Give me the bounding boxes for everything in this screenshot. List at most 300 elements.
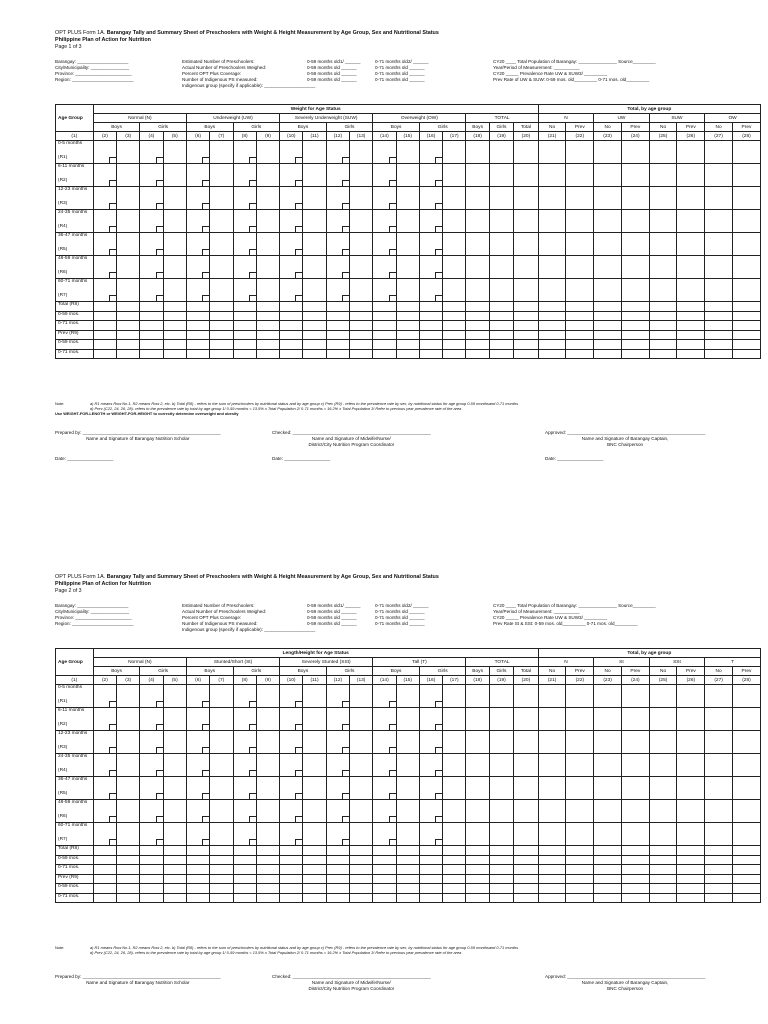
tally-cell[interactable] (186, 685, 209, 708)
tally-cell[interactable] (117, 233, 140, 256)
summary-cell[interactable] (303, 321, 326, 331)
tally-cell[interactable] (466, 685, 489, 708)
tally-cell[interactable] (677, 685, 705, 708)
summary-cell[interactable] (350, 865, 373, 875)
tally-cell[interactable] (443, 708, 466, 731)
tally-cell[interactable] (466, 731, 489, 754)
tally-cell[interactable] (489, 256, 513, 279)
tally-cell[interactable] (538, 279, 566, 302)
summary-cell[interactable] (163, 321, 186, 331)
summary-cell[interactable] (466, 865, 489, 875)
summary-cell[interactable] (466, 855, 489, 865)
summary-cell[interactable] (621, 340, 649, 350)
tally-cell[interactable] (163, 823, 186, 846)
summary-cell[interactable] (538, 855, 566, 865)
summary-cell[interactable] (163, 330, 186, 340)
tally-cell[interactable] (350, 210, 373, 233)
summary-cell[interactable] (621, 884, 649, 894)
summary-cell[interactable] (489, 340, 513, 350)
tally-cell[interactable] (514, 210, 539, 233)
tally-cell[interactable] (326, 708, 349, 731)
summary-cell[interactable] (373, 311, 396, 321)
summary-cell[interactable] (489, 846, 513, 856)
tally-cell[interactable] (466, 256, 489, 279)
summary-cell[interactable] (373, 846, 396, 856)
summary-cell[interactable] (514, 302, 539, 312)
summary-cell[interactable] (140, 349, 163, 359)
tally-cell[interactable] (732, 754, 760, 777)
summary-cell[interactable] (233, 349, 256, 359)
tally-cell[interactable] (280, 187, 303, 210)
tally-cell[interactable] (594, 256, 622, 279)
summary-cell[interactable] (326, 321, 349, 331)
tally-cell[interactable] (256, 777, 279, 800)
summary-cell[interactable] (303, 893, 326, 903)
tally-cell[interactable] (538, 823, 566, 846)
summary-cell[interactable] (419, 893, 442, 903)
summary-cell[interactable] (326, 884, 349, 894)
tally-cell[interactable] (732, 233, 760, 256)
tally-cell[interactable] (186, 210, 209, 233)
summary-cell[interactable] (677, 340, 705, 350)
tally-cell[interactable] (538, 777, 566, 800)
tally-cell[interactable] (210, 187, 233, 210)
summary-cell[interactable] (489, 321, 513, 331)
summary-cell[interactable] (210, 302, 233, 312)
summary-cell[interactable] (350, 874, 373, 884)
tally-cell[interactable] (705, 279, 733, 302)
summary-cell[interactable] (256, 855, 279, 865)
summary-cell[interactable] (373, 865, 396, 875)
tally-cell[interactable] (326, 754, 349, 777)
tally-cell[interactable] (566, 233, 594, 256)
summary-cell[interactable] (210, 846, 233, 856)
tally-cell[interactable] (466, 823, 489, 846)
summary-cell[interactable] (489, 330, 513, 340)
tally-cell[interactable] (350, 823, 373, 846)
summary-cell[interactable] (233, 893, 256, 903)
tally-cell[interactable] (705, 708, 733, 731)
summary-cell[interactable] (594, 846, 622, 856)
tally-cell[interactable] (163, 279, 186, 302)
summary-cell[interactable] (705, 846, 733, 856)
tally-cell[interactable] (210, 731, 233, 754)
summary-cell[interactable] (594, 349, 622, 359)
summary-cell[interactable] (705, 321, 733, 331)
summary-cell[interactable] (594, 330, 622, 340)
tally-cell[interactable] (594, 279, 622, 302)
tally-cell[interactable] (93, 233, 116, 256)
tally-cell[interactable] (621, 731, 649, 754)
tally-cell[interactable] (350, 685, 373, 708)
summary-cell[interactable] (93, 874, 116, 884)
summary-cell[interactable] (594, 893, 622, 903)
summary-cell[interactable] (705, 855, 733, 865)
tally-cell[interactable] (256, 256, 279, 279)
tally-cell[interactable] (594, 210, 622, 233)
tally-cell[interactable] (350, 187, 373, 210)
tally-cell[interactable] (419, 800, 442, 823)
summary-cell[interactable] (566, 893, 594, 903)
summary-cell[interactable] (443, 874, 466, 884)
summary-cell[interactable] (233, 846, 256, 856)
tally-cell[interactable] (621, 256, 649, 279)
summary-cell[interactable] (326, 330, 349, 340)
tally-cell[interactable] (594, 823, 622, 846)
summary-cell[interactable] (419, 321, 442, 331)
summary-cell[interactable] (256, 311, 279, 321)
tally-cell[interactable] (705, 187, 733, 210)
summary-cell[interactable] (280, 884, 303, 894)
summary-cell[interactable] (93, 302, 116, 312)
summary-cell[interactable] (210, 855, 233, 865)
tally-cell[interactable] (489, 141, 513, 164)
summary-cell[interactable] (489, 855, 513, 865)
summary-cell[interactable] (538, 846, 566, 856)
summary-cell[interactable] (705, 865, 733, 875)
summary-cell[interactable] (350, 311, 373, 321)
tally-cell[interactable] (303, 708, 326, 731)
summary-cell[interactable] (93, 330, 116, 340)
summary-cell[interactable] (677, 884, 705, 894)
tally-cell[interactable] (443, 823, 466, 846)
tally-cell[interactable] (514, 800, 539, 823)
summary-cell[interactable] (117, 349, 140, 359)
summary-cell[interactable] (514, 884, 539, 894)
summary-cell[interactable] (396, 884, 419, 894)
tally-cell[interactable] (303, 754, 326, 777)
tally-cell[interactable] (233, 823, 256, 846)
tally-cell[interactable] (186, 823, 209, 846)
summary-cell[interactable] (280, 330, 303, 340)
tally-cell[interactable] (350, 731, 373, 754)
tally-cell[interactable] (396, 279, 419, 302)
summary-cell[interactable] (140, 321, 163, 331)
summary-cell[interactable] (396, 855, 419, 865)
tally-cell[interactable] (489, 731, 513, 754)
summary-cell[interactable] (210, 349, 233, 359)
summary-cell[interactable] (466, 846, 489, 856)
tally-cell[interactable] (489, 187, 513, 210)
tally-cell[interactable] (566, 708, 594, 731)
summary-cell[interactable] (621, 893, 649, 903)
tally-cell[interactable] (280, 685, 303, 708)
summary-cell[interactable] (705, 311, 733, 321)
tally-cell[interactable] (186, 731, 209, 754)
summary-cell[interactable] (466, 330, 489, 340)
tally-cell[interactable] (419, 754, 442, 777)
tally-cell[interactable] (732, 731, 760, 754)
tally-cell[interactable] (705, 256, 733, 279)
tally-cell[interactable] (303, 685, 326, 708)
summary-cell[interactable] (350, 302, 373, 312)
summary-cell[interactable] (538, 311, 566, 321)
summary-cell[interactable] (443, 846, 466, 856)
tally-cell[interactable] (419, 187, 442, 210)
summary-cell[interactable] (93, 846, 116, 856)
summary-cell[interactable] (566, 865, 594, 875)
summary-cell[interactable] (233, 321, 256, 331)
summary-cell[interactable] (443, 855, 466, 865)
tally-cell[interactable] (732, 708, 760, 731)
tally-cell[interactable] (303, 164, 326, 187)
tally-cell[interactable] (621, 141, 649, 164)
summary-cell[interactable] (163, 874, 186, 884)
summary-cell[interactable] (117, 874, 140, 884)
tally-cell[interactable] (373, 685, 396, 708)
summary-cell[interactable] (594, 302, 622, 312)
summary-cell[interactable] (326, 893, 349, 903)
summary-cell[interactable] (350, 340, 373, 350)
tally-cell[interactable] (594, 731, 622, 754)
summary-cell[interactable] (443, 884, 466, 894)
tally-cell[interactable] (538, 754, 566, 777)
tally-cell[interactable] (677, 823, 705, 846)
tally-cell[interactable] (443, 233, 466, 256)
tally-cell[interactable] (514, 708, 539, 731)
tally-cell[interactable] (396, 823, 419, 846)
tally-cell[interactable] (419, 685, 442, 708)
summary-cell[interactable] (396, 311, 419, 321)
tally-cell[interactable] (186, 164, 209, 187)
summary-cell[interactable] (732, 321, 760, 331)
summary-cell[interactable] (566, 330, 594, 340)
tally-cell[interactable] (303, 187, 326, 210)
tally-cell[interactable] (373, 708, 396, 731)
summary-cell[interactable] (373, 302, 396, 312)
summary-cell[interactable] (649, 846, 677, 856)
tally-cell[interactable] (538, 210, 566, 233)
summary-cell[interactable] (514, 865, 539, 875)
summary-cell[interactable] (396, 865, 419, 875)
tally-cell[interactable] (163, 164, 186, 187)
summary-cell[interactable] (186, 340, 209, 350)
tally-cell[interactable] (93, 754, 116, 777)
summary-cell[interactable] (210, 884, 233, 894)
tally-cell[interactable] (117, 256, 140, 279)
tally-cell[interactable] (280, 777, 303, 800)
summary-cell[interactable] (677, 855, 705, 865)
tally-cell[interactable] (233, 800, 256, 823)
summary-cell[interactable] (256, 874, 279, 884)
summary-cell[interactable] (566, 349, 594, 359)
summary-cell[interactable] (677, 330, 705, 340)
tally-cell[interactable] (140, 210, 163, 233)
summary-cell[interactable] (140, 340, 163, 350)
tally-cell[interactable] (373, 754, 396, 777)
tally-cell[interactable] (233, 731, 256, 754)
tally-cell[interactable] (280, 800, 303, 823)
summary-cell[interactable] (303, 349, 326, 359)
summary-cell[interactable] (566, 311, 594, 321)
tally-cell[interactable] (256, 685, 279, 708)
summary-cell[interactable] (117, 855, 140, 865)
tally-cell[interactable] (621, 754, 649, 777)
tally-cell[interactable] (210, 777, 233, 800)
tally-cell[interactable] (705, 731, 733, 754)
summary-cell[interactable] (186, 855, 209, 865)
tally-cell[interactable] (396, 685, 419, 708)
summary-cell[interactable] (621, 330, 649, 340)
tally-cell[interactable] (233, 233, 256, 256)
tally-cell[interactable] (163, 256, 186, 279)
tally-cell[interactable] (705, 823, 733, 846)
summary-cell[interactable] (621, 311, 649, 321)
summary-cell[interactable] (677, 321, 705, 331)
tally-cell[interactable] (621, 279, 649, 302)
tally-cell[interactable] (210, 279, 233, 302)
tally-cell[interactable] (396, 777, 419, 800)
summary-cell[interactable] (594, 865, 622, 875)
tally-cell[interactable] (538, 685, 566, 708)
tally-cell[interactable] (256, 187, 279, 210)
tally-cell[interactable] (163, 800, 186, 823)
summary-cell[interactable] (140, 893, 163, 903)
summary-cell[interactable] (210, 893, 233, 903)
summary-cell[interactable] (538, 302, 566, 312)
tally-cell[interactable] (256, 731, 279, 754)
summary-cell[interactable] (117, 321, 140, 331)
tally-cell[interactable] (594, 164, 622, 187)
summary-cell[interactable] (732, 884, 760, 894)
summary-cell[interactable] (163, 893, 186, 903)
summary-cell[interactable] (373, 349, 396, 359)
summary-cell[interactable] (677, 893, 705, 903)
tally-cell[interactable] (256, 210, 279, 233)
tally-cell[interactable] (140, 823, 163, 846)
summary-cell[interactable] (538, 865, 566, 875)
summary-cell[interactable] (396, 340, 419, 350)
tally-cell[interactable] (677, 777, 705, 800)
tally-cell[interactable] (419, 823, 442, 846)
tally-cell[interactable] (677, 141, 705, 164)
summary-cell[interactable] (566, 302, 594, 312)
tally-cell[interactable] (163, 187, 186, 210)
summary-cell[interactable] (280, 893, 303, 903)
tally-cell[interactable] (396, 754, 419, 777)
summary-cell[interactable] (443, 302, 466, 312)
summary-cell[interactable] (280, 874, 303, 884)
summary-cell[interactable] (373, 340, 396, 350)
tally-cell[interactable] (705, 141, 733, 164)
tally-cell[interactable] (140, 141, 163, 164)
summary-cell[interactable] (350, 855, 373, 865)
summary-cell[interactable] (396, 321, 419, 331)
tally-cell[interactable] (140, 164, 163, 187)
summary-cell[interactable] (350, 884, 373, 894)
tally-cell[interactable] (303, 279, 326, 302)
summary-cell[interactable] (233, 340, 256, 350)
tally-cell[interactable] (140, 187, 163, 210)
summary-cell[interactable] (594, 884, 622, 894)
summary-cell[interactable] (93, 340, 116, 350)
tally-cell[interactable] (373, 187, 396, 210)
tally-cell[interactable] (489, 164, 513, 187)
summary-cell[interactable] (396, 349, 419, 359)
summary-cell[interactable] (705, 330, 733, 340)
tally-cell[interactable] (373, 731, 396, 754)
summary-cell[interactable] (649, 330, 677, 340)
tally-cell[interactable] (443, 685, 466, 708)
summary-cell[interactable] (419, 340, 442, 350)
tally-cell[interactable] (93, 685, 116, 708)
tally-cell[interactable] (566, 256, 594, 279)
summary-cell[interactable] (538, 884, 566, 894)
tally-cell[interactable] (566, 141, 594, 164)
tally-cell[interactable] (233, 685, 256, 708)
tally-cell[interactable] (303, 731, 326, 754)
summary-cell[interactable] (566, 884, 594, 894)
tally-cell[interactable] (443, 279, 466, 302)
tally-cell[interactable] (256, 823, 279, 846)
summary-cell[interactable] (256, 302, 279, 312)
summary-cell[interactable] (466, 349, 489, 359)
tally-cell[interactable] (373, 233, 396, 256)
tally-cell[interactable] (566, 685, 594, 708)
tally-cell[interactable] (649, 210, 677, 233)
tally-cell[interactable] (621, 777, 649, 800)
summary-cell[interactable] (677, 865, 705, 875)
tally-cell[interactable] (419, 164, 442, 187)
tally-cell[interactable] (649, 731, 677, 754)
tally-cell[interactable] (538, 164, 566, 187)
summary-cell[interactable] (186, 884, 209, 894)
summary-cell[interactable] (621, 855, 649, 865)
summary-cell[interactable] (93, 884, 116, 894)
summary-cell[interactable] (466, 340, 489, 350)
summary-cell[interactable] (443, 321, 466, 331)
tally-cell[interactable] (140, 800, 163, 823)
summary-cell[interactable] (280, 340, 303, 350)
summary-cell[interactable] (373, 855, 396, 865)
tally-cell[interactable] (233, 164, 256, 187)
tally-cell[interactable] (186, 708, 209, 731)
tally-cell[interactable] (514, 256, 539, 279)
tally-cell[interactable] (256, 233, 279, 256)
summary-cell[interactable] (538, 321, 566, 331)
summary-cell[interactable] (732, 302, 760, 312)
summary-cell[interactable] (373, 330, 396, 340)
tally-cell[interactable] (210, 754, 233, 777)
tally-cell[interactable] (594, 777, 622, 800)
summary-cell[interactable] (210, 340, 233, 350)
summary-cell[interactable] (303, 865, 326, 875)
summary-cell[interactable] (705, 340, 733, 350)
summary-cell[interactable] (419, 330, 442, 340)
tally-cell[interactable] (256, 164, 279, 187)
summary-cell[interactable] (93, 349, 116, 359)
summary-cell[interactable] (489, 893, 513, 903)
summary-cell[interactable] (466, 884, 489, 894)
tally-cell[interactable] (594, 708, 622, 731)
tally-cell[interactable] (117, 141, 140, 164)
summary-cell[interactable] (594, 311, 622, 321)
tally-cell[interactable] (489, 800, 513, 823)
tally-cell[interactable] (705, 210, 733, 233)
tally-cell[interactable] (466, 777, 489, 800)
tally-cell[interactable] (732, 800, 760, 823)
summary-cell[interactable] (186, 349, 209, 359)
tally-cell[interactable] (466, 279, 489, 302)
summary-cell[interactable] (326, 855, 349, 865)
summary-cell[interactable] (396, 330, 419, 340)
summary-cell[interactable] (621, 321, 649, 331)
tally-cell[interactable] (514, 141, 539, 164)
summary-cell[interactable] (594, 855, 622, 865)
tally-cell[interactable] (396, 187, 419, 210)
tally-cell[interactable] (140, 279, 163, 302)
summary-cell[interactable] (566, 846, 594, 856)
